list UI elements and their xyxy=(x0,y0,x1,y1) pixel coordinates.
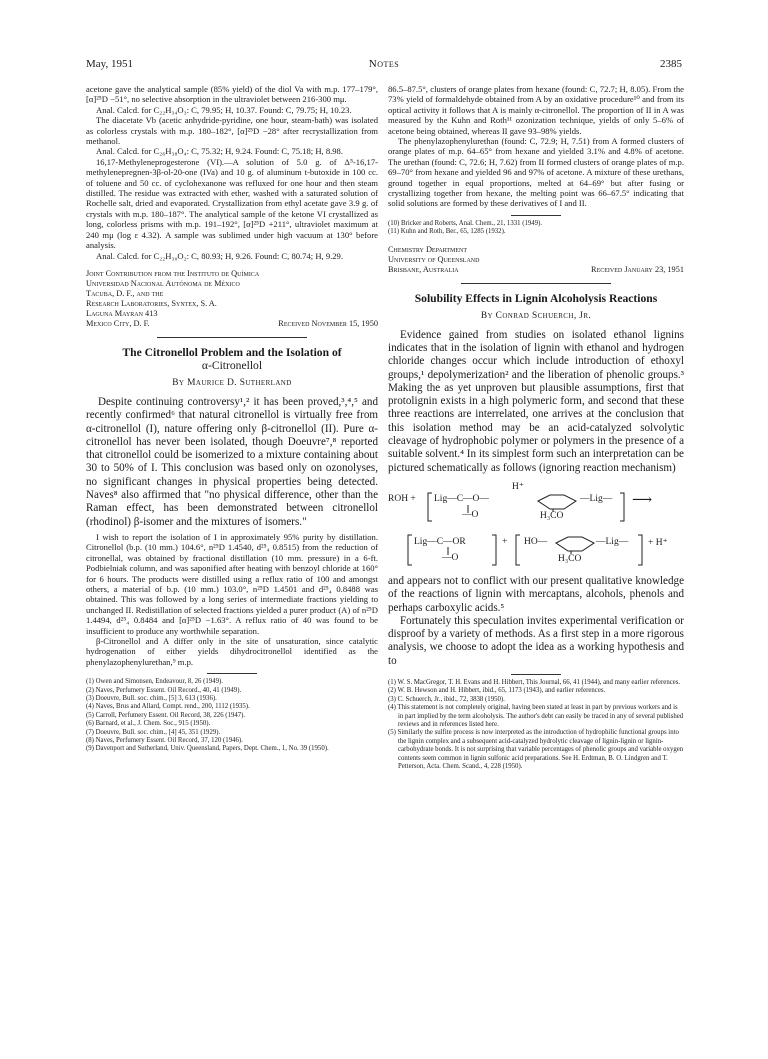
affiliation-received-row xyxy=(86,319,378,329)
title-line: The Citronellol Problem and the Isolation of xyxy=(122,345,342,359)
footnote: (6) Barnard, et al., J. Chem. Soc., 915 (1950). xyxy=(86,720,211,728)
text-paragraph: β-Citronellol and A differ only in the site of unsaturation, since catalytic hydrogenation of either yields dihydrocitronellol identified as the phenylazophenylurethan,⁹ m.p. xyxy=(86,635,378,667)
scheme-ho: HO— xyxy=(524,536,548,547)
scheme-plus: + xyxy=(502,536,508,547)
affiliation-line: Tacuba, D. F., and the xyxy=(86,288,164,298)
scheme-carbonyl-2: —O xyxy=(442,552,459,563)
scheme-carbonyl: —O xyxy=(462,509,479,520)
footnote: (7) Doeuvre, Bull. soc. chim., [4] 45, 351 (1929). xyxy=(86,728,221,736)
scheme-lig-right: —Lig— xyxy=(580,493,613,504)
author-byline: By Conrad Schuerch, Jr. xyxy=(480,310,592,321)
analysis-paragraph: Anal. Calcd. for C₂₂H₃₀O₂: C, 80.93; H, 9.26. Found: C, 80.74; H, 9.29. xyxy=(96,250,344,261)
header-date: May, 1951 xyxy=(86,58,133,70)
affiliation-line: Research Laboratories, Syntex, S. A. xyxy=(86,298,217,308)
footnote: (8) Naves, Perfumery Essent. Oil Record, 37, 120 (1946). xyxy=(86,737,243,744)
section-divider xyxy=(157,337,307,338)
text-paragraph: acetone gave the analytical sample (85% yield) of the diol Va with m.p. 177–179°, [α]²⁵D −51°, no selective absorption in the ultraviolet between 216-300 mμ. xyxy=(86,84,378,105)
affiliation-line: Laguna Mayran 413 xyxy=(86,308,158,318)
scheme-roh: ROH + xyxy=(388,493,416,504)
right-column xyxy=(388,84,684,772)
scheme-h-plus-product: + H⁺ xyxy=(648,537,668,548)
article-title xyxy=(86,346,378,372)
scheme-lig-right-2: —Lig— xyxy=(596,536,629,547)
received-date: Received January 23, 1951 xyxy=(591,264,684,274)
body-paragraph: Fortunately this speculation invites experimental verification or disproof by a variety of methods. As a first step in a more rigorous analysis, we choose to adopt the idea as a working hypothesis and to xyxy=(388,614,684,667)
scheme-lig-c-or: Lig—C—OR xyxy=(414,536,466,547)
text-paragraph: 86.5–87.5°, clusters of orange plates from hexane (found: C, 72.7; H, 8.05). From the 73% yield of formaldehyde obtained from A by an oxidative procedure¹⁰ and from its optical activity it follows that A is mainly α-citronellol. The proportion of II in A was measured by the Kuhn and Roth¹¹ ozonization technique, yields of only 5–6% of acetone being obtained, whereas II gave 93–98% yields. xyxy=(388,84,684,136)
affiliation-line: Universidad Nacional Autónoma de México xyxy=(86,278,240,288)
affiliation-block xyxy=(86,269,378,329)
scheme-arrow: ⟶ xyxy=(632,492,653,508)
footnote: (9) Davenport and Sutherland, Univ. Queensland, Papers, Dept. Chem., 1, No. 39 (1950). xyxy=(86,745,329,753)
footnote-divider xyxy=(511,674,561,675)
affiliation-line: Mexico City, D. F. xyxy=(86,318,150,328)
author-byline: By Maurice D. Sutherland xyxy=(172,377,292,388)
footnotes-left xyxy=(86,678,378,754)
section-divider xyxy=(461,283,611,284)
affiliation-received-row xyxy=(388,265,684,275)
footnote: (5) Similarly the sulfite process is now interpreted as the introduction of hydrophilic functional groups into the lignin complex and a subsequent acid-catalyzed hydrolytic cleavage of lignin-lignin or lignin-carbohydrate bonds. It is not surprising that variable percentages of phenolic groups and variable oxygen contents seem common in lignin sulfonic acid preparations. See H. Erdtman, B. O. Lindgren and T. Petterson, Acta. Chem. Scand., 4, 228 (1950). xyxy=(388,729,684,771)
footnote: (3) C. Schuerch, Jr., ibid., 72, 3838 (1950). xyxy=(388,695,505,703)
affiliation-line: University of Queensland xyxy=(388,254,480,264)
text-paragraph: I wish to report the isolation of I in approximately 95% purity by distillation. Citronellol (b.p. (10 mm.) 104.6°, n²⁵D 1.4540, d²⁵₄ 0.8515) from the reduction of citronellal, was obtained by fractional distillation (10 mm. pressure) in a 6-ft. Podbielniak column, and was saponified after heating with benzoyl chloride at 160° for 6 hours. The products were distilled using a reflux ratio of 100 and amongst others, a material of b.p. (10 mm.) 103.0°, n²⁵D 1.4501 and d²⁵₄ 0.8488 was obtained. This was followed by a long series of intermediate fractions yielding to unchanged II. Redistillation of selected fractions yielded a purer product (A) of n²⁵D 1.4494, d²⁵₄ 0.8484 and [α]²⁵D −1.63°. A reflux ratio of 40 was found to be insufficient to produce any worthwhile separation. xyxy=(86,531,378,636)
header-section: Notes xyxy=(368,58,400,70)
left-column xyxy=(86,84,378,754)
footnote: (4) This statement is not completely original, having been stated at least in part by previous workers and is in part implied by the term alcoholysis. The author's debt can easily be traced in any of several published reviews and in references listed here. xyxy=(388,704,684,729)
diol-paragraph xyxy=(86,84,378,261)
footnote-divider xyxy=(207,673,257,674)
footnote: (2) Naves, Perfumery Essent. Oil Record., 40, 41 (1949). xyxy=(86,686,242,694)
body-paragraph: and appears not to conflict with our present qualitative knowledge of the reactions of lignin with mercaptans, alcohols, phenols and perhaps carboxylic acids.⁵ xyxy=(388,574,684,614)
scheme-lig-c-o: Lig—C—O— xyxy=(434,493,489,504)
footnote: (1) W. S. MacGregor, T. H. Evans and H. Hibbert, This Journal, 66, 41 (1944), and many earlier references. xyxy=(388,679,681,687)
scheme-h-plus: H⁺ xyxy=(512,481,524,492)
footnotes-mid xyxy=(388,220,684,237)
body-paragraph: Evidence gained from studies on isolated ethanol lignins indicates that in the isolation of lignin with ethanol and hydrogen chloride changes occur which include introduction of ethoxyl groups,¹ depolymerization² and the liberation of phenolic groups.³ Making the as yet unproven but plausible assumptions, first that protolignin exists in a high polymeric form, and second that these three reactions are interrelated, one arrives at the conclusion that this isolation method may be an acid-catalyzed solvolytic cleavage of hydrophobic polymer or polymers in the presence of a suitable solvent.⁴ In its simplest form such an interpretation can be pictured schematically as follows (ignoring reaction mechanism) xyxy=(388,328,684,474)
affiliation-block xyxy=(388,245,684,275)
received-date: Received November 15, 1950 xyxy=(278,318,378,328)
affiliation-line: Chemistry Department xyxy=(388,244,468,254)
affiliation-line: Brisbane, Australia xyxy=(388,264,459,274)
text-paragraph: The phenylazophenylurethan (found: C, 72.9; H, 7.51) from A formed clusters of orange plates of m.p. 64–65° from hexane and yielded 3.1% and 4.8% of acetone. The urethan (found: C, 72.6; H, 7.62) from II formed clusters of orange plates of m.p. 69–70° from hexane and yielded 96 and 97% of acetone. A mixture of these urethans, ground together in equal proportions, melted at 64–69° but after fusing or crystallizing together from hexane, the melting point was 66–67.5° indicating that solid solutions are formed by these derivatives of I and II. xyxy=(388,136,684,209)
footnote: (5) Carroll, Perfumery Essent. Oil Record, 38, 226 (1947). xyxy=(86,711,246,719)
footnote: (1) Owen and Simonsen, Endeavour, 8, 26 (1949). xyxy=(86,678,223,686)
footnote: (11) Kuhn and Roth, Ber., 65, 1285 (1932). xyxy=(388,228,506,236)
title-line: α-Citronellol xyxy=(201,358,263,372)
article-title: Solubility Effects in Lignin Alcoholysis Reactions xyxy=(414,291,658,305)
experimental-text xyxy=(86,532,378,667)
scheme-methoxyl-2: H₃CO xyxy=(558,553,582,564)
footnote: (10) Bricker and Roberts, Anal. Chem., 21, 1331 (1949). xyxy=(388,219,543,227)
analysis-paragraph: Anal. Calcd. for C₂₂H₃₄O₃: C, 79.95; H, 10.37. Found: C, 79.75; H, 10.23. xyxy=(96,104,352,115)
affiliation-line: Joint Contribution from the Instituto de Química xyxy=(86,268,260,278)
urethan-text xyxy=(388,84,684,209)
progesterone-paragraph: 16,17-Methyleneprogesterone (VI).—A solution of 5.0 g. of Δ⁵-16,17-methylenepregnen-3β-ol-20-one (IVa) and 10 g. of aluminum t-butoxide in 100 cc. of toluene and 50 cc. of cyclohexanone was refluxed for one hour and then steam distilled. The residue was extracted with ether, washed with a saturated solution of Rochelle salt, dried and evaporated. Crystallization from ethyl acetate gave 3.9 g. of crystals with m.p. 180–187°. The analytical sample of the ketone VI crystallized as long, colorless prisms with m.p. 191–192°, [α]²⁵D +211°, ultraviolet maximum at 240 mμ (log ε 4.32). A sample was sublimed under high vacuum at 130° before analysis. xyxy=(86,156,378,251)
footnote: (3) Doeuvre, Bull. soc. chim., [5] 3, 613 (1936). xyxy=(86,694,217,702)
diacetate-paragraph: The diacetate Vb (acetic anhydride-pyridine, one hour, steam-bath) was isolated as colorless crystals with m.p. 180–182°, [α]²⁵D −28° after recrystallization from methanol. xyxy=(86,115,378,147)
body-paragraph: Despite continuing controversy¹,² it has been proved,³,⁴,⁵ and recently confirmed⁶ that natural citronellol is virtually free from α-citronellol (I), nature offering only β-citronellol (II). Pure α-citronellol has never been isolated, though Doeuvre⁷,⁸ reported that citronellol could be isomerized to a mixture containing about 30 to 50% of I. This conclusion was based only on ozonolyses, no significant changes in physical properties being detected. Naves⁸ also affirmed that "no physical difference, other than the Raman effect, has been demonstrated between citronellol (rhodinol) β-isomer and the mixtures of isomers." xyxy=(86,395,378,528)
reaction-scheme xyxy=(388,479,684,571)
running-header xyxy=(86,58,682,72)
footnote-divider xyxy=(511,215,561,216)
scheme-methoxyl: H₃CO xyxy=(540,510,564,521)
footnote: (2) W. B. Hewson and H. Hibbert, ibid., 65, 1173 (1943), and earlier references. xyxy=(388,687,606,695)
footnote: (4) Naves, Brus and Allard, Compt. rend., 200, 1112 (1935). xyxy=(86,703,250,711)
analysis-paragraph: Anal. Calcd. for C₂₆H₃₈O₄: C, 75.32; H, 9.24. Found: C, 75.18; H, 8.98. xyxy=(96,146,344,157)
footnotes-right xyxy=(388,679,684,771)
page-number: 2385 xyxy=(660,58,682,70)
